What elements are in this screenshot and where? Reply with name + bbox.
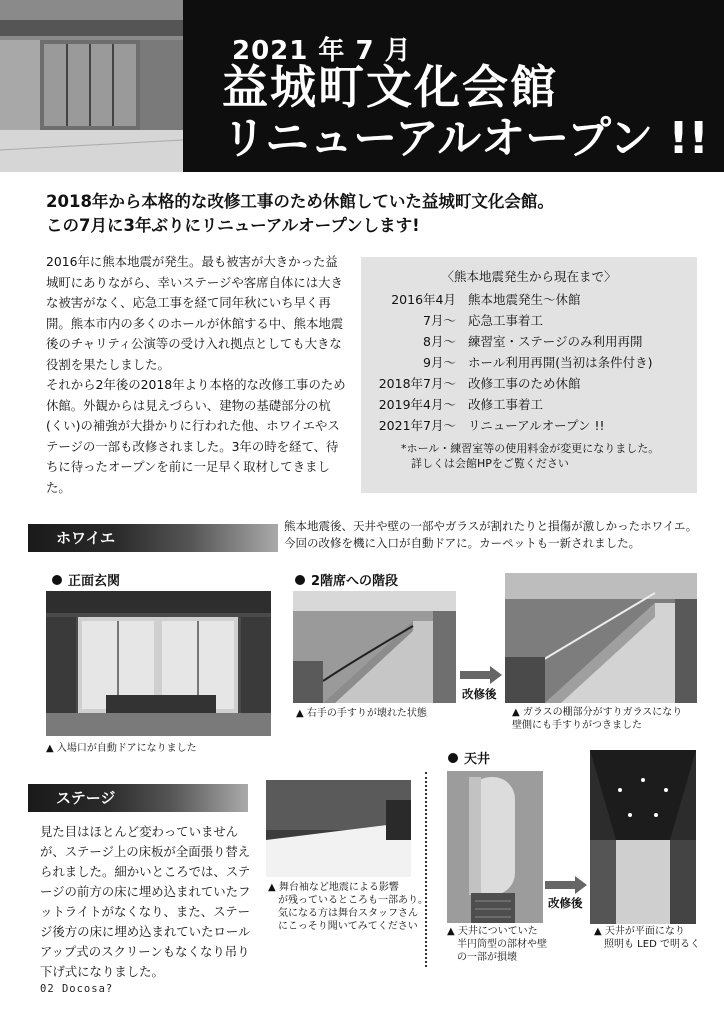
entrance-caption: ▲ 入場口が自動ドアになりました (46, 743, 197, 754)
timeline-row: 8月〜 練習室・ステージのみ利用再開 (423, 334, 643, 349)
page-title: 益城町文化会館 (222, 60, 558, 114)
stairs-before-caption: ▲ 右手の手すりが壊れた状態 (296, 708, 427, 719)
entrance-heading: 正面玄関 (52, 570, 120, 589)
stage-photo (266, 780, 411, 877)
stairs-after-photo (505, 573, 697, 703)
stairs-before-photo (293, 591, 456, 703)
section-heading-stage: ステージ (28, 784, 248, 812)
ceiling-after-photo (590, 750, 696, 924)
timeline-heading: 〈熊本地震発生から現在まで〉 (441, 269, 617, 284)
stairs-heading: 2階席への階段 (295, 570, 398, 589)
body-paragraph: 2016年に熊本地震が発生。最も被害が大きかった益城町にありながら、幸いステージや客席自体には大きな被害がなく、応急工事を経て同年秋にいち早く再開。熊本市内の多くのホールが休館する中、熊本地震後のチャリティ公演等の受け入れ拠点としても大きな役割を果たしました。 (46, 254, 344, 372)
timeline-row: 2016年4月 熊本地震発生〜休館 (391, 292, 581, 307)
section-heading-foyer: ホワイエ (28, 524, 278, 552)
stairs-after-caption: ▲ ガラスの棚部分がすりガラスになり 壁側にも手すりがつきました (512, 707, 683, 731)
article-body (46, 252, 346, 498)
ceiling-before-caption: ▲ 天井についていた 半円筒型の部材や壁 の一部が損壊 (447, 926, 547, 963)
ceiling-after-caption: ▲ 天井が平面になり 照明も LED で明るく (594, 926, 700, 950)
timeline-row: 7月〜 応急工事着工 (423, 313, 544, 328)
timeline-row: 2019年4月〜 改修工事着工 (378, 397, 544, 412)
foyer-description: 熊本地震後、天井や壁の一部やガラスが割れたりと損傷が激しかったホワイエ。 今回の改修を機に入口が自動ドアに。カーペットも一新されました。 (284, 519, 698, 550)
after-label: 改修後 (462, 687, 497, 701)
page-subtitle: リニューアルオープン !! (222, 113, 709, 164)
timeline-note: *ホール・練習室等の使用料金が変更になりました。 詳しくは会館HPをご覧ください (401, 442, 660, 470)
issue-date: 2021 年 7 月 (232, 36, 412, 66)
body-paragraph: それから2年後の2018年より本格的な改修工事のため休館。外観からは見えづらい、建物の基礎部分の杭(くい)の補強が大掛かりに行われた他、ホワイエやステージの一部も改修されました。3年の時を経て、待ちに待ったオープンを前に一足早く取材してきました。 (46, 377, 346, 495)
ceiling-heading: 天井 (448, 748, 490, 767)
timeline-row: 2021年7月〜 リニューアルオープン !! (378, 418, 605, 433)
arrow-right-icon (460, 666, 502, 684)
timeline-row: 2018年7月〜 改修工事のため休館 (378, 376, 581, 391)
arrow-right-icon (545, 876, 587, 894)
page-footer: 02 Docosa? (40, 983, 114, 995)
bullet-icon (448, 753, 458, 763)
entrance-photo (46, 591, 271, 736)
timeline-row: 9月〜 ホール利用再開(当初は条件付き) (423, 355, 653, 370)
lead-text: 2018年から本格的な改修工事のため休館していた益城町文化会館。 この7月に3年ぶりにリニューアルオープンします! (46, 192, 554, 235)
timeline-box (361, 257, 697, 493)
bullet-icon (52, 575, 62, 585)
stage-caption: ▲ 舞台袖など地震による影響 が残っているところも一部あり。 気になる方は舞台スタッフさん にこっそり聞いてみてください (268, 882, 428, 932)
header-building-photo (0, 0, 183, 172)
stage-description: 見た目はほとんど変わっていませんが、ステージ上の床板が全面張り替えられました。細かいところでは、ステージの前方の床に埋め込まれていたフットライトがなくなり、また、ステージ後方の床に埋め込まれていたロールアップ式のスクリーンもなくなり吊り下げ式になりました。 (40, 824, 251, 979)
section-divider (425, 772, 427, 967)
bullet-icon (295, 575, 305, 585)
ceiling-before-photo (447, 771, 543, 923)
after-label: 改修後 (548, 896, 583, 910)
